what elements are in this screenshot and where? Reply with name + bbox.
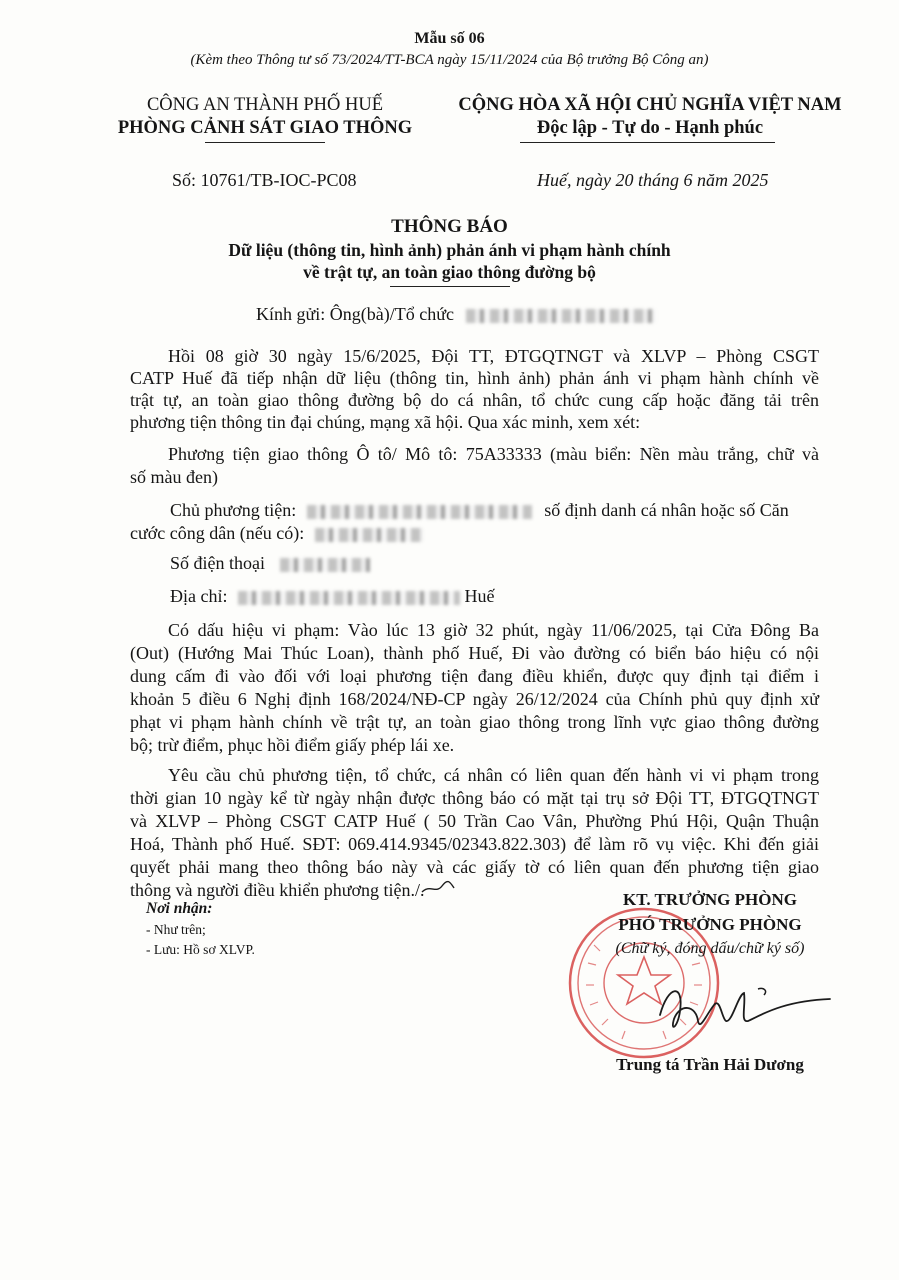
form-reference: (Kèm theo Thông tư số 73/2024/TT-BCA ngày 15/11/2024 của Bộ trưởng Bộ Công an) xyxy=(190,52,709,68)
recipient-item: - Như trên; xyxy=(146,922,206,937)
owner-id-line xyxy=(130,523,423,544)
text-line: Phương tiện giao thông Ô tô/ Mô tô: 75A33333 (màu biển: Nền màu trắng, chữ và xyxy=(168,444,819,464)
text-line: số màu đen) xyxy=(130,467,218,487)
owner-label: Chủ phương tiện: xyxy=(170,500,297,520)
owner-line xyxy=(170,500,789,521)
date-line: Huế, ngày 20 tháng 6 năm 2025 xyxy=(537,170,769,190)
text-line: phạt vi phạm hành chính về trật tự, an toàn giao thông trong lĩnh vực giao thông đường xyxy=(130,712,819,732)
signature-title: KT. TRƯỞNG PHÒNG xyxy=(623,890,797,909)
form-number: Mẫu số 06 xyxy=(414,30,485,47)
recipients-heading: Nơi nhận: xyxy=(146,900,213,917)
agency-name: CÔNG AN THÀNH PHỐ HUẾ xyxy=(146,95,384,115)
text-line: Yêu cầu chủ phương tiện, tổ chức, cá nhân có liên quan đến hành vi vi phạm trong xyxy=(168,765,819,785)
redacted-recipient xyxy=(466,309,656,323)
text-line: quyết phải mang theo thông báo này và các giấy tờ có liên quan đến phương tiện giao xyxy=(130,857,819,877)
signer-name: Trung tá Trần Hải Dương xyxy=(616,1055,804,1074)
initial-mark-icon xyxy=(420,878,456,898)
text-line: CATP Huế đã tiếp nhận dữ liệu (thông tin, hình ảnh) phản ánh vi phạm hành chính về xyxy=(130,368,819,388)
address-line xyxy=(170,586,494,607)
phone-line xyxy=(170,553,370,574)
title-underline xyxy=(390,286,510,287)
redacted-owner xyxy=(307,505,532,519)
text-line: Hồi 08 giờ 30 ngày 15/6/2025, Đội TT, ĐTGQTNGT và XLVP – Phòng CSGT xyxy=(168,346,819,366)
signature-note: (Chữ ký, đóng dấu/chữ ký số) xyxy=(615,940,805,957)
motto-underline xyxy=(520,142,775,143)
text-line: Hoá, Thành phố Huế. SĐT: 069.414.9345/02343.822.303) để làm rõ vụ việc. Khi đến giải xyxy=(130,834,819,854)
document-number: Số: 10761/TB-IOC-PC08 xyxy=(172,170,357,190)
greeting xyxy=(256,304,656,325)
text-line: Có dấu hiệu vi phạm: Vào lúc 13 giờ 32 phút, ngày 11/06/2025, tại Cửa Đông Ba xyxy=(168,620,819,640)
greeting-label: Kính gửi: Ông(bà)/Tổ chức xyxy=(256,304,454,324)
document-title: THÔNG BÁO xyxy=(391,216,508,237)
text-line: dung cấm đi vào đối với loại phương tiện đang điều khiển, được quy định tại điểm i xyxy=(130,666,819,686)
redacted-phone xyxy=(280,558,370,572)
text-line: (Out) (Hướng Mai Thúc Loan), thành phố Huế, Đi vào đường có biển báo hiệu có nội xyxy=(130,643,819,663)
text-line: khoản 5 điều 6 Nghị định 168/2024/NĐ-CP ngày 26/12/2024 của Chính phủ quy định xử xyxy=(130,689,819,709)
redacted-address xyxy=(238,591,460,605)
citizen-id-label: cước công dân (nếu có): xyxy=(130,523,305,543)
document-subtitle-1: Dữ liệu (thông tin, hình ảnh) phản ánh vi phạm hành chính xyxy=(228,240,671,260)
national-title: CỘNG HÒA XÃ HỘI CHỦ NGHĨA VIỆT NAM xyxy=(458,95,842,115)
recipient-item: - Lưu: Hồ sơ XLVP. xyxy=(146,942,255,957)
agency-underline xyxy=(205,142,325,143)
signature-position: PHÓ TRƯỞNG PHÒNG xyxy=(618,915,802,934)
address-label: Địa chỉ: xyxy=(170,586,228,606)
redacted-id xyxy=(315,528,423,542)
agency-department: PHÒNG CẢNH SÁT GIAO THÔNG xyxy=(117,118,413,138)
national-motto: Độc lập - Tự do - Hạnh phúc xyxy=(536,118,764,138)
text-line: trật tự, an toàn giao thông đường bộ do cá nhân, tổ chức cung cấp hoặc đăng tải trên xyxy=(130,390,819,410)
address-city: Huế xyxy=(464,586,495,606)
text-line: thông và người điều khiển phương tiện./. xyxy=(130,880,425,900)
document-subtitle-2: về trật tự, an toàn giao thông đường bộ xyxy=(303,262,596,282)
owner-id-label: số định danh cá nhân hoặc số Căn xyxy=(544,500,789,520)
handwritten-signature-icon xyxy=(640,975,840,1045)
text-line: và XLVP – Phòng CSGT CATP Huế ( 50 Trần Cao Vân, Phường Phú Hội, Quận Thuận xyxy=(130,811,819,831)
text-line: phương tiện thông tin đại chúng, mạng xã hội. Qua xác minh, xem xét: xyxy=(130,412,641,432)
phone-label: Số điện thoại xyxy=(170,553,265,573)
text-line: thời gian 10 ngày kể từ ngày nhận được thông báo có mặt tại trụ sở Đội TT, ĐTGQTNGT xyxy=(130,788,819,808)
text-line: bộ; trừ điểm, phục hồi điểm giấy phép lái xe. xyxy=(130,735,455,755)
